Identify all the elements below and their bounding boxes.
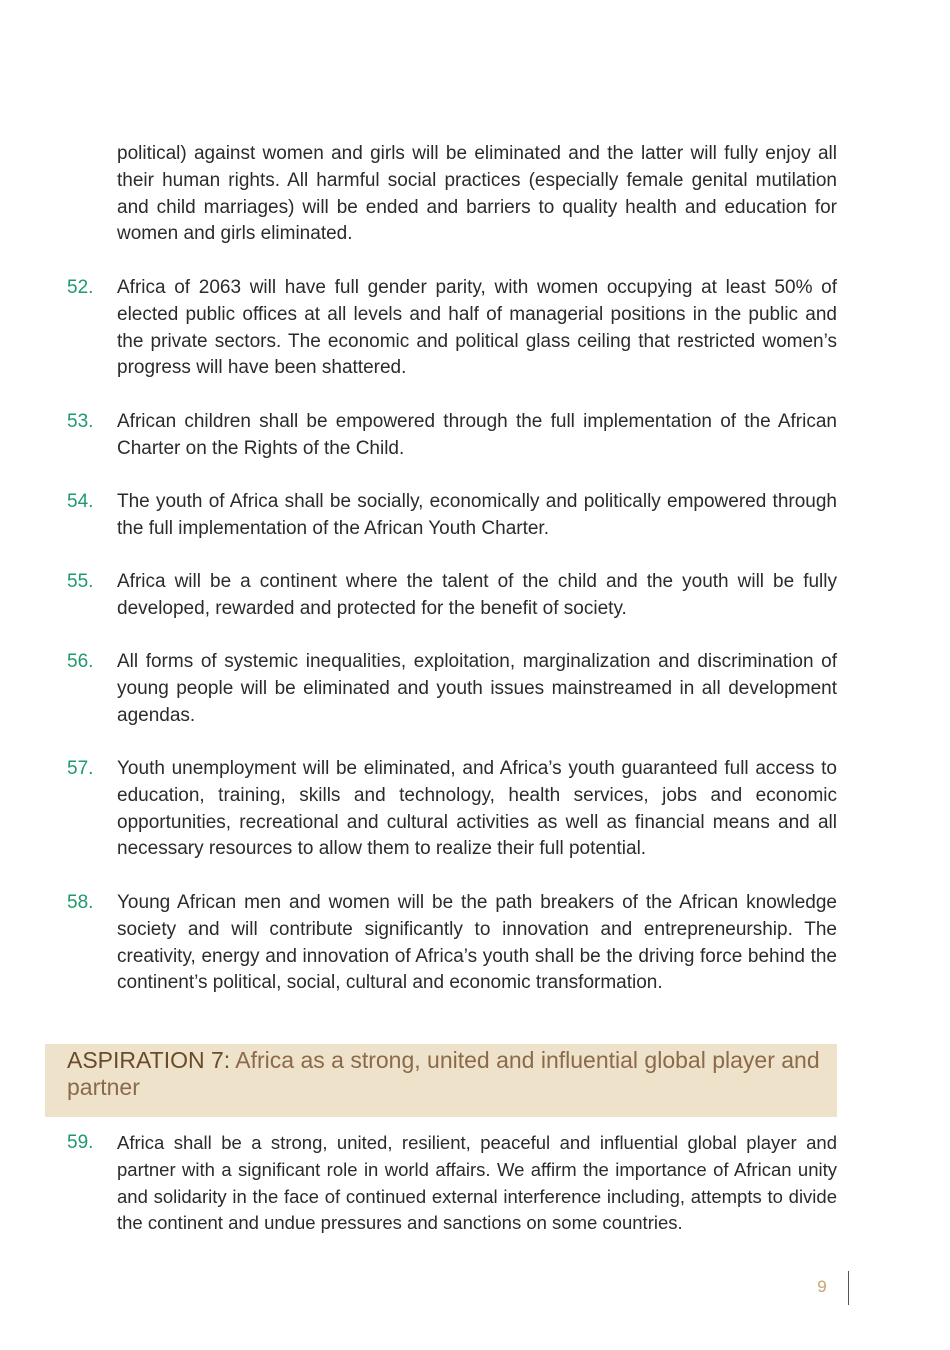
item-text-52: Africa of 2063 will have full gender parity, with women occupying at least 50% of elected public offices at all levels and half of managerial positions in the public and the private sectors. The economic and political glass ceiling that restricted women’s progress will have been shattered. xyxy=(117,277,837,379)
item-number-57: 57. xyxy=(67,758,94,779)
aspiration-heading xyxy=(67,1047,837,1101)
aspiration-label: ASPIRATION 7: xyxy=(67,1047,231,1073)
item-text-57: Youth unemployment will be eliminated, and Africa’s youth guaranteed full access to education, training, skills and technology, health services, jobs and economic opportunities, recreational and cultural activities as well as financial means and all necessary resources to allow them to realize their full potential. xyxy=(117,758,837,860)
item-number-52: 52. xyxy=(67,277,94,298)
intro-paragraph: political) against women and girls will be eliminated and the latter will fully enjoy all their human rights. All harmful social practices (especially female genital mutilation and child marriages) will be ended and barriers to quality health and education for women and girls eliminated. xyxy=(117,143,837,245)
item-number-53: 53. xyxy=(67,411,94,432)
aspiration-title: Africa as a strong, united and influential global player and partner xyxy=(67,1047,820,1100)
page-number: 9 xyxy=(817,1277,827,1296)
item-text-56: All forms of systemic inequalities, exploitation, marginalization and discrimination of young people will be eliminated and youth issues mainstreamed in all development agendas. xyxy=(117,651,837,726)
item-text-54: The youth of Africa shall be socially, economically and politically empowered through the full implementation of the African Youth Charter. xyxy=(117,491,837,539)
item-number-54: 54. xyxy=(67,491,94,512)
page-number-divider xyxy=(848,1271,849,1305)
item-number-55: 55. xyxy=(67,571,94,592)
item-number-59: 59. xyxy=(67,1132,94,1153)
item-text-55: Africa will be a continent where the talent of the child and the youth will be fully developed, rewarded and protected for the benefit of society. xyxy=(117,571,837,619)
item-text-53: African children shall be empowered through the full implementation of the African Charter on the Rights of the Child. xyxy=(117,411,837,459)
item-number-56: 56. xyxy=(67,651,94,672)
item-number-58: 58. xyxy=(67,892,94,913)
item-text-59: Africa shall be a strong, united, resilient, peaceful and influential global player and partner with a significant role in world affairs. We affirm the importance of African unity and solidarity in the face of continued external interference including, attempts to divide the continent and undue pressures and sanctions on some countries. xyxy=(117,1132,837,1234)
item-text-58: Young African men and women will be the path breakers of the African knowledge society and will contribute significantly to innovation and entrepreneurship. The creativity, energy and innovation of Africa’s youth shall be the driving force behind the continent’s political, social, cultural and economic transformation. xyxy=(117,892,837,994)
